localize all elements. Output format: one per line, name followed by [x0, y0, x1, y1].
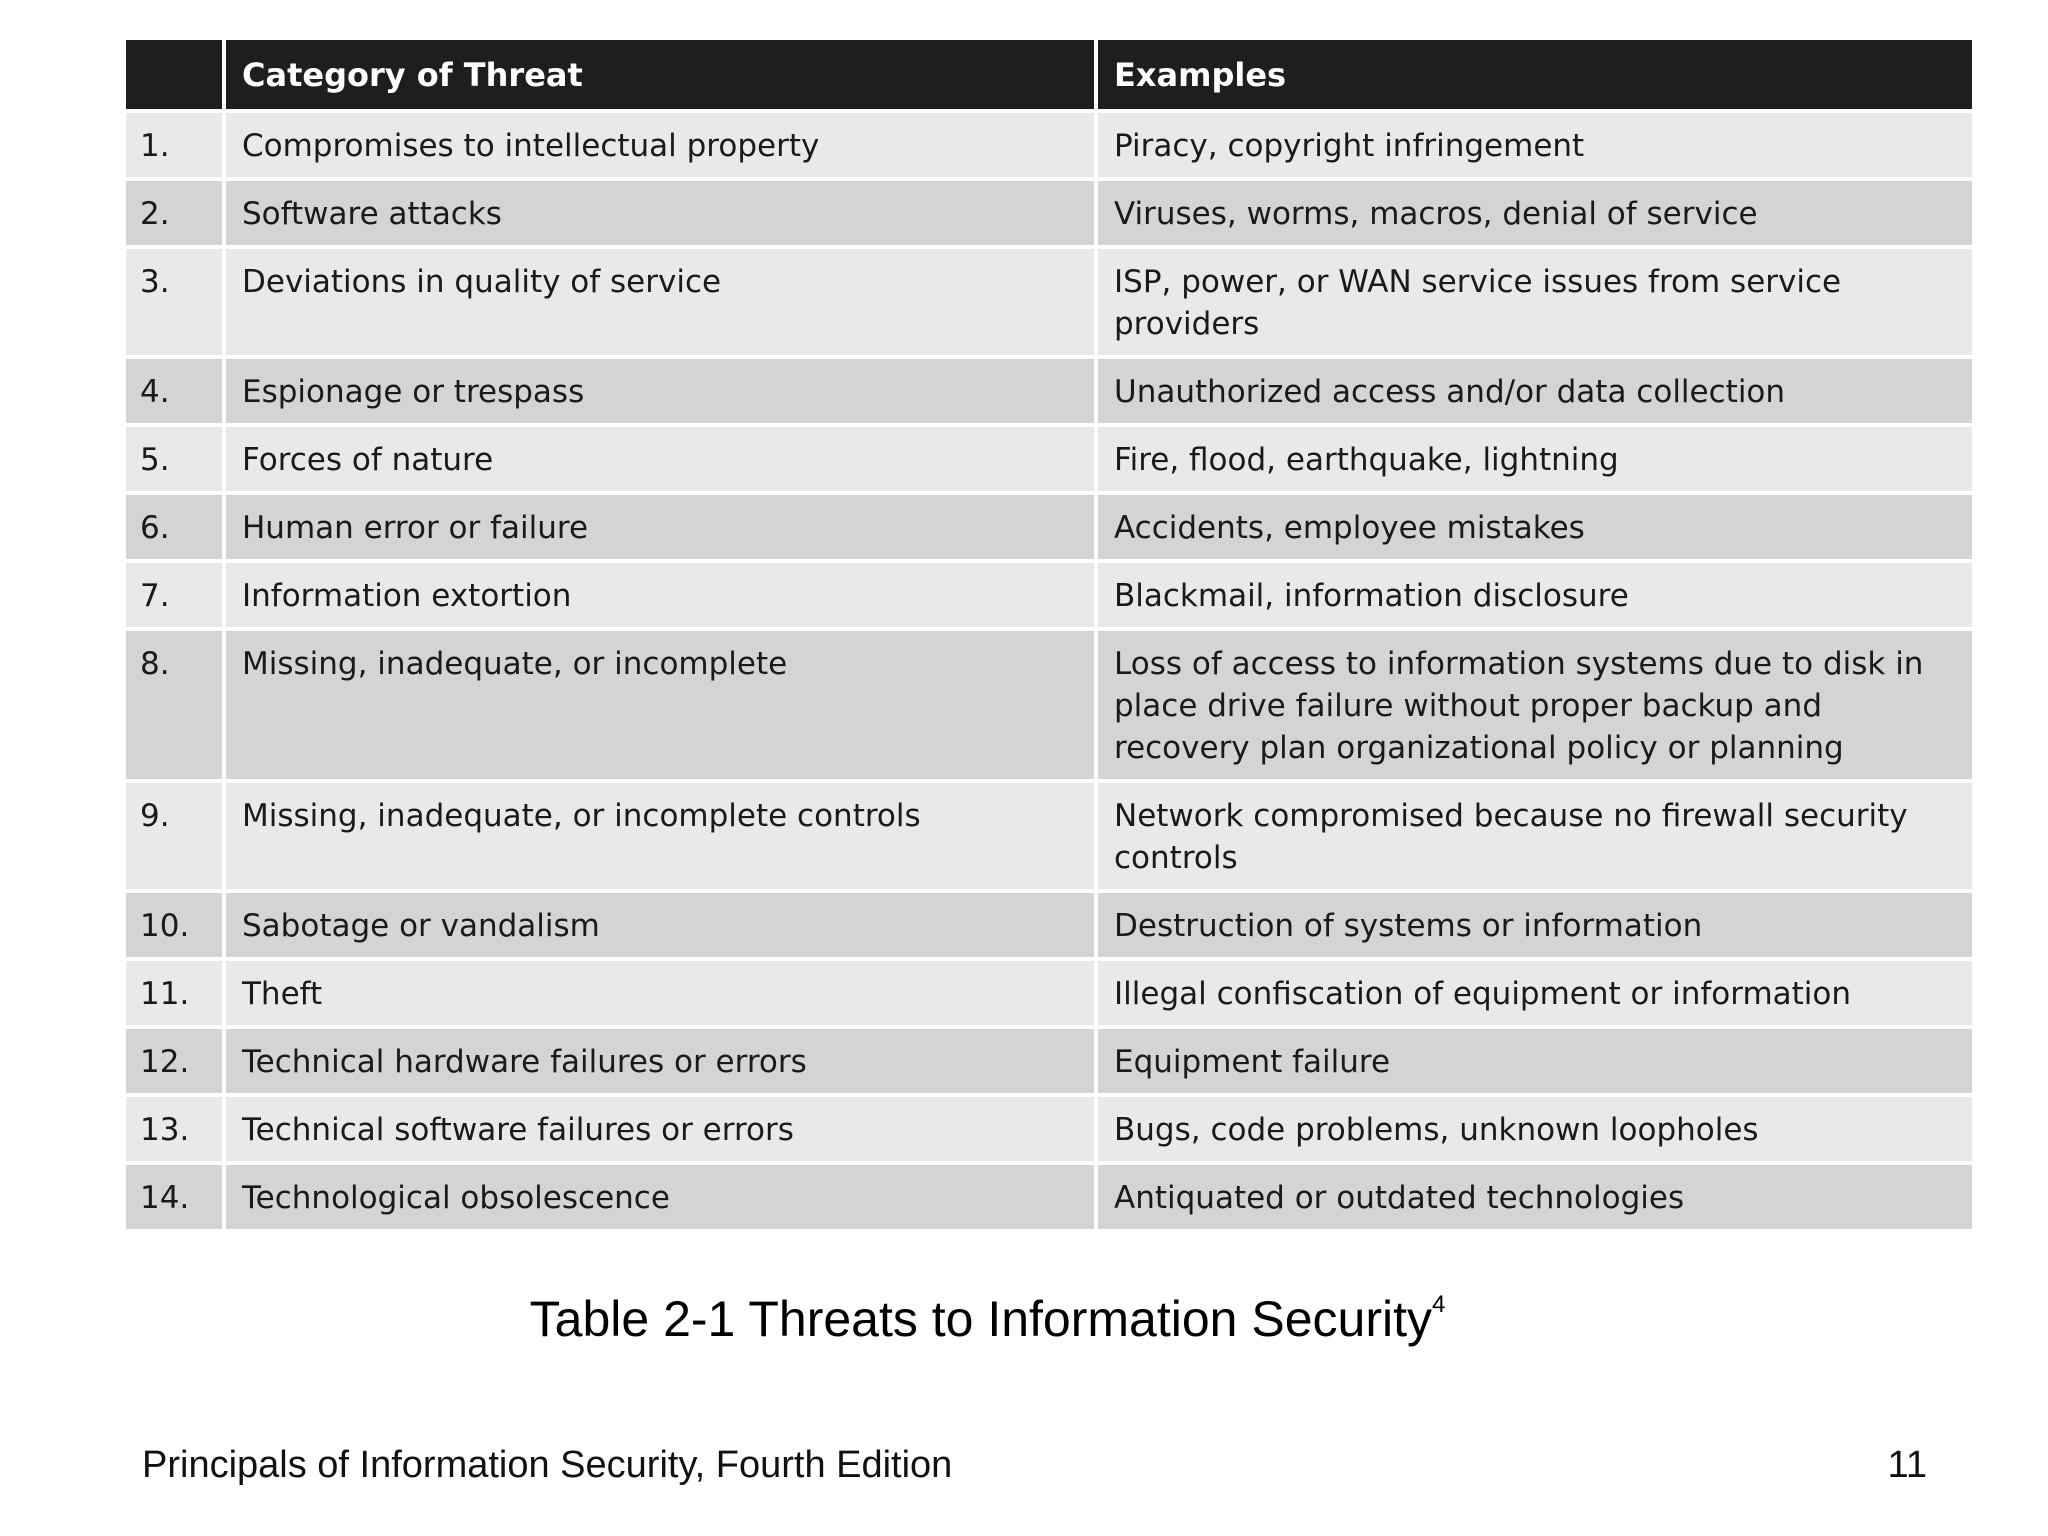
row-number-cell: 6.: [126, 493, 224, 561]
row-category-cell: Technical software failures or errors: [224, 1095, 1096, 1163]
row-number-cell: 7.: [126, 561, 224, 629]
table-row: [126, 179, 1972, 247]
row-examples-cell: Unauthorized access and/or data collection: [1096, 357, 1972, 425]
row-examples-cell: Bugs, code problems, unknown loopholes: [1096, 1095, 1972, 1163]
caption-text: Table 2-1 Threats to Information Security: [529, 1291, 1432, 1347]
row-number-cell: 4.: [126, 357, 224, 425]
row-examples-cell: Accidents, employee mistakes: [1096, 493, 1972, 561]
row-number-cell: 11.: [126, 959, 224, 1027]
row-category-cell: Theft: [224, 959, 1096, 1027]
caption-footnote-marker: 4: [1431, 1291, 1446, 1319]
row-examples-cell: Illegal confiscation of equipment or information: [1096, 959, 1972, 1027]
row-category-cell: Technological obsolescence: [224, 1163, 1096, 1229]
table-row: [126, 357, 1972, 425]
row-category-cell: Deviations in quality of service: [224, 247, 1096, 357]
threats-table: [126, 40, 1972, 1229]
header-number: [126, 40, 224, 111]
row-number-cell: 13.: [126, 1095, 224, 1163]
table-row: [126, 425, 1972, 493]
row-number-cell: 3.: [126, 247, 224, 357]
row-category-cell: Information extortion: [224, 561, 1096, 629]
row-number-cell: 1.: [126, 111, 224, 179]
table-header-row: [126, 40, 1972, 111]
row-category-cell: Sabotage or vandalism: [224, 891, 1096, 959]
row-number-cell: 8.: [126, 629, 224, 781]
table-row: [126, 959, 1972, 1027]
row-category-cell: Human error or failure: [224, 493, 1096, 561]
row-examples-cell: Fire, flood, earthquake, lightning: [1096, 425, 1972, 493]
row-category-cell: Technical hardware failures or errors: [224, 1027, 1096, 1095]
table-row: [126, 247, 1972, 357]
table-body: [126, 111, 1972, 1229]
table-row: [126, 493, 1972, 561]
table-row: [126, 1027, 1972, 1095]
row-number-cell: 14.: [126, 1163, 224, 1229]
row-examples-cell: Antiquated or outdated technologies: [1096, 1163, 1972, 1229]
table-row: [126, 629, 1972, 781]
header-examples: Examples: [1096, 40, 1972, 111]
row-category-cell: Missing, inadequate, or incomplete: [224, 629, 1096, 781]
row-number-cell: 12.: [126, 1027, 224, 1095]
row-number-cell: 10.: [126, 891, 224, 959]
table-row: [126, 891, 1972, 959]
table-row: [126, 1163, 1972, 1229]
footer-page-number: 11: [1887, 1444, 1927, 1486]
row-number-cell: 2.: [126, 179, 224, 247]
row-number-cell: 5.: [126, 425, 224, 493]
row-category-cell: Compromises to intellectual property: [224, 111, 1096, 179]
row-category-cell: Software attacks: [224, 179, 1096, 247]
table-row: [126, 561, 1972, 629]
row-examples-cell: ISP, power, or WAN service issues from service providers: [1096, 247, 1972, 357]
row-examples-cell: Network compromised because no firewall security controls: [1096, 781, 1972, 891]
row-examples-cell: Viruses, worms, macros, denial of service: [1096, 179, 1972, 247]
row-examples-cell: Destruction of systems or information: [1096, 891, 1972, 959]
row-examples-cell: Loss of access to information systems due to disk in place drive failure without proper backup and recovery plan organizational policy or planning: [1096, 629, 1972, 781]
table-row: [126, 781, 1972, 891]
row-examples-cell: Equipment failure: [1096, 1027, 1972, 1095]
row-category-cell: Forces of nature: [224, 425, 1096, 493]
table-row: [126, 1095, 1972, 1163]
row-number-cell: 9.: [126, 781, 224, 891]
row-category-cell: Missing, inadequate, or incomplete controls: [224, 781, 1096, 891]
header-category: Category of Threat: [224, 40, 1096, 111]
row-examples-cell: Piracy, copyright infringement: [1096, 111, 1972, 179]
table-row: [126, 111, 1972, 179]
table-caption: [0, 1290, 1975, 1348]
row-examples-cell: Blackmail, information disclosure: [1096, 561, 1972, 629]
footer-book-title: Principals of Information Security, Fourth Edition: [142, 1444, 953, 1486]
row-category-cell: Espionage or trespass: [224, 357, 1096, 425]
